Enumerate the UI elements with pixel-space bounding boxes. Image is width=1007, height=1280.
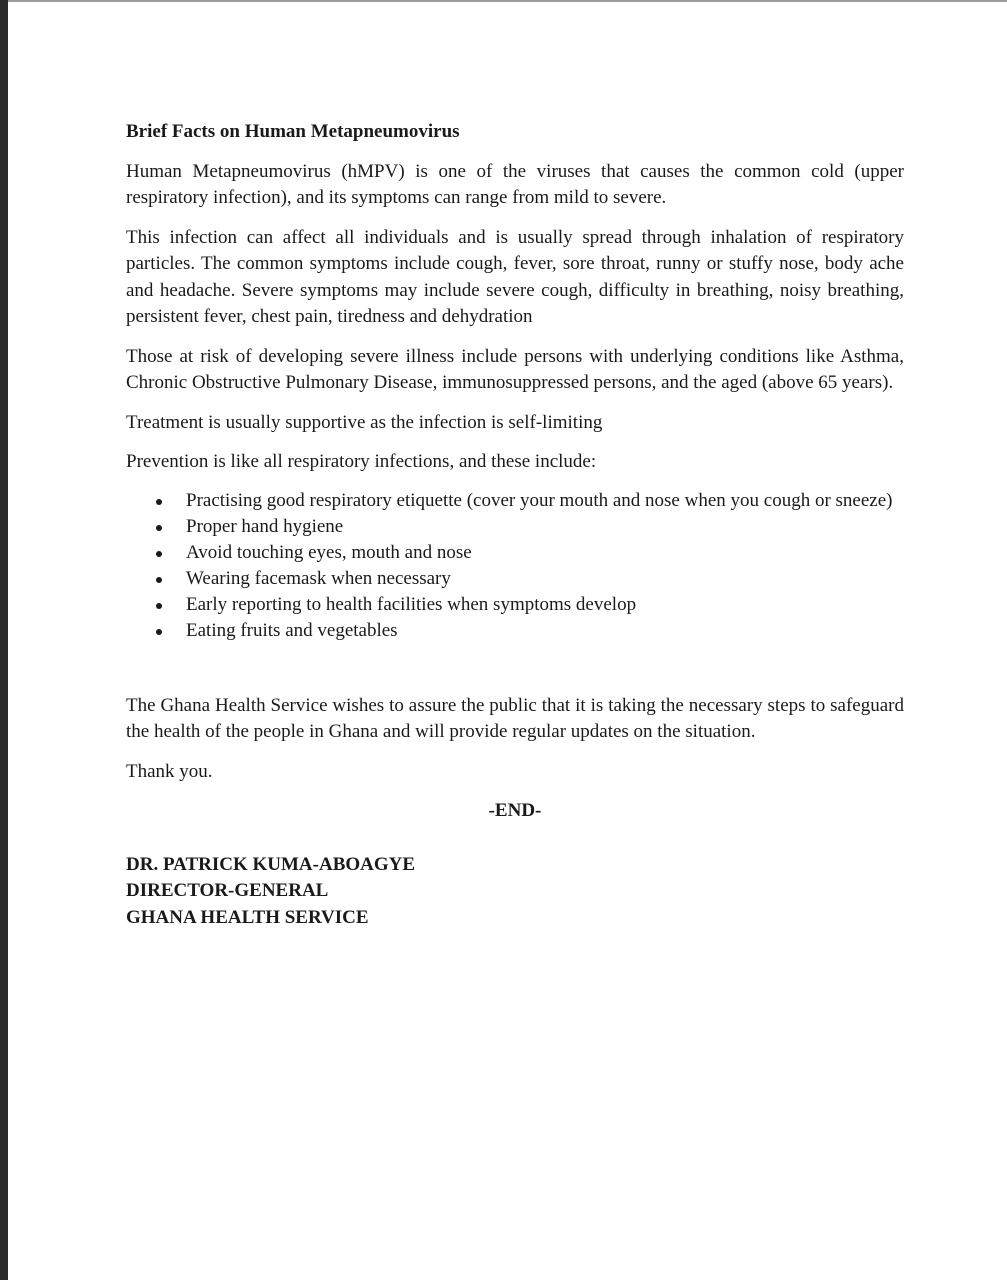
top-edge-line <box>8 0 1007 2</box>
bullet-icon <box>156 603 162 609</box>
list-item-text: Avoid touching eyes, mouth and nose <box>186 541 472 563</box>
document-heading: Brief Facts on Human Metapneumovirus <box>126 121 460 142</box>
paragraph-prevention: Prevention is like all respiratory infections, and these include: <box>126 451 597 472</box>
list-item-text: Wearing facemask when necessary <box>186 567 451 589</box>
list-item-text: Early reporting to health facilities when symptoms develop <box>186 593 637 615</box>
list-item <box>186 489 904 513</box>
bullet-icon <box>156 499 162 505</box>
paragraph-treatment: Treatment is usually supportive as the infection is self-limiting <box>126 411 603 433</box>
list-item-text: Eating fruits and vegetables <box>186 619 398 641</box>
bullet-icon <box>156 551 162 557</box>
signatory-organization: GHANA HEALTH SERVICE <box>126 906 369 928</box>
bullet-icon <box>156 629 162 635</box>
list-item-text: Proper hand hygiene <box>186 515 344 537</box>
signature-block <box>126 852 904 932</box>
thanks-line: Thank you. <box>126 760 213 782</box>
document-page <box>126 119 904 931</box>
list-item <box>186 619 904 643</box>
prevention-list <box>126 489 904 643</box>
signatory-name: DR. PATRICK KUMA-ABOAGYE <box>126 853 416 875</box>
left-edge-bar <box>0 0 8 1280</box>
paragraph-intro: Human Metapneumovirus (hMPV) is one of the viruses that causes the common cold (upper respiratory infection), and its symptoms can range from mild to severe. <box>126 160 904 208</box>
list-item <box>186 541 904 565</box>
bullet-icon <box>156 525 162 531</box>
paragraph-symptoms: This infection can affect all individuals and is usually spread through inhalation of respiratory particles. The common symptoms include cough, fever, sore throat, runny or stuffy nose, body ache and headache. Severe symptoms may include severe cough, difficulty in breathing, noisy breathing, persistent fever, chest pain, tiredness and dehydration <box>126 226 904 327</box>
closing-paragraph: The Ghana Health Service wishes to assure the public that it is taking the necessary steps to safeguard the health of the people in Ghana and will provide regular updates on the situation. <box>126 694 904 742</box>
paragraph-risk: Those at risk of developing severe illness include persons with underlying conditions like Asthma, Chronic Obstructive Pulmonary Disease, immunosuppressed persons, and the aged (above 65 years). <box>126 345 904 393</box>
list-item <box>186 515 904 539</box>
list-item-text: Practising good respiratory etiquette (cover your mouth and nose when you cough or sneeze) <box>186 489 893 511</box>
end-marker: -END- <box>488 800 542 821</box>
signatory-title: DIRECTOR-GENERAL <box>126 880 329 901</box>
list-item <box>186 593 904 617</box>
bullet-icon <box>156 577 162 583</box>
list-item <box>186 567 904 591</box>
section-spacer <box>126 645 904 693</box>
